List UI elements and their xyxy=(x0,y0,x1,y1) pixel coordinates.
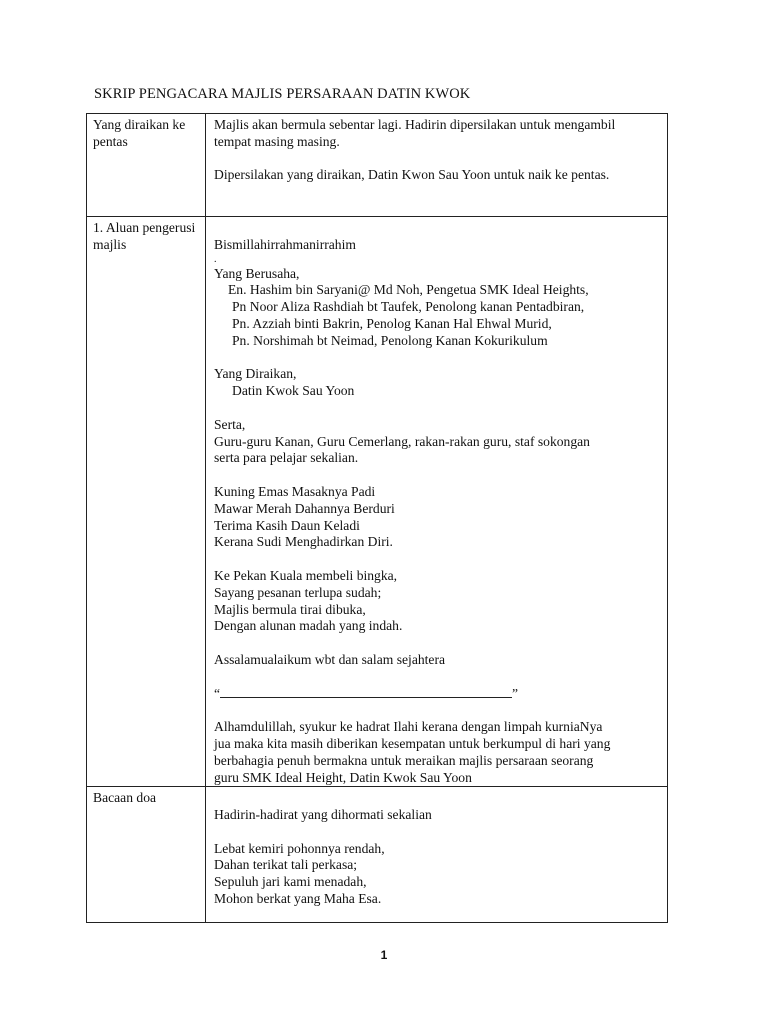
text-line: Sayang pesanan terlupa sudah; xyxy=(214,584,382,600)
text-line: jua maka kita masih diberikan kesempatan untuk berkumpul di hari yang xyxy=(214,735,611,751)
row-label: Bacaan doa xyxy=(87,787,206,923)
row-content xyxy=(206,114,668,217)
text-line: Assalamualaikum wbt dan salam sejahtera xyxy=(214,651,446,667)
text-line: En. Hashim bin Saryani@ Md Noh, Pengetua SMK Ideal Heights, xyxy=(228,282,589,298)
text-line: guru SMK Ideal Height, Datin Kwok Sau Yoon xyxy=(214,769,472,785)
text-line: Serta, xyxy=(214,416,246,432)
text-line: Pn. Azziah binti Bakrin, Penolog Kanan Hal Ehwal Murid, xyxy=(232,315,552,331)
text-line: Hadirin-hadirat yang dihormati sekalian xyxy=(214,807,432,823)
document-title: SKRIP PENGACARA MAJLIS PERSARAAN DATIN KWOK xyxy=(94,86,471,102)
text-line: Alhamdulillah, syukur ke hadrat Ilahi kerana dengan limpah kurniaNya xyxy=(214,719,603,735)
text-line: Pn Noor Aliza Rashdiah bt Taufek, Penolong kanan Pentadbiran, xyxy=(232,299,585,315)
open-quote: “ xyxy=(214,685,221,701)
quote-blank-line xyxy=(214,686,661,703)
text-line: Bismillahirrahmanirrahim xyxy=(214,236,356,252)
text-line: Dengan alunan madah yang indah. xyxy=(214,618,403,634)
text-line: Mohon berkat yang Maha Esa. xyxy=(214,891,382,907)
table-row xyxy=(87,217,668,787)
text-line: Mawar Merah Dahannya Berduri xyxy=(214,500,395,516)
text-line: Dahan terikat tali perkasa; xyxy=(214,857,358,873)
text-line: tempat masing masing. xyxy=(214,133,340,149)
text-line: Majlis akan bermula sebentar lagi. Hadirin dipersilakan untuk mengambil xyxy=(214,117,616,132)
page-number: 1 xyxy=(380,948,388,962)
row-content xyxy=(206,787,668,923)
row-label: Yang diraikan ke pentas xyxy=(87,114,206,217)
row-label: 1. Aluan pengerusi majlis xyxy=(87,217,206,787)
text-line: Ke Pekan Kuala membeli bingka, xyxy=(214,567,398,583)
text-line: Yang Diraikan, xyxy=(214,366,297,382)
blank-underline xyxy=(220,687,512,698)
text-line: Guru-guru Kanan, Guru Cemerlang, rakan-rakan guru, staf sokongan xyxy=(214,433,590,449)
text-line: Pn. Norshimah bt Neimad, Penolong Kanan Kokurikulum xyxy=(232,332,548,348)
text-line: berbahagia penuh bermakna untuk meraikan majlis persaraan seorang xyxy=(214,752,594,768)
text-line: . xyxy=(214,253,217,265)
text-line: Kuning Emas Masaknya Padi xyxy=(214,483,376,499)
text-line: Sepuluh jari kami menadah, xyxy=(214,874,367,890)
row-content xyxy=(206,217,668,787)
text-line: Yang Berusaha, xyxy=(214,265,300,281)
text-line: Majlis bermula tirai dibuka, xyxy=(214,601,366,617)
script-table xyxy=(86,113,668,923)
text-line: Lebat kemiri pohonnya rendah, xyxy=(214,840,385,856)
text-line: Kerana Sudi Menghadirkan Diri. xyxy=(214,534,393,550)
text-line: Dipersilakan yang diraikan, Datin Kwon Sau Yoon untuk naik ke pentas. xyxy=(214,167,610,183)
text-line: Datin Kwok Sau Yoon xyxy=(232,383,355,399)
close-quote: ” xyxy=(512,685,519,701)
table-row xyxy=(87,114,668,217)
table-row xyxy=(87,787,668,923)
text-line: serta para pelajar sekalian. xyxy=(214,450,359,466)
text-line: Terima Kasih Daun Keladi xyxy=(214,517,360,533)
